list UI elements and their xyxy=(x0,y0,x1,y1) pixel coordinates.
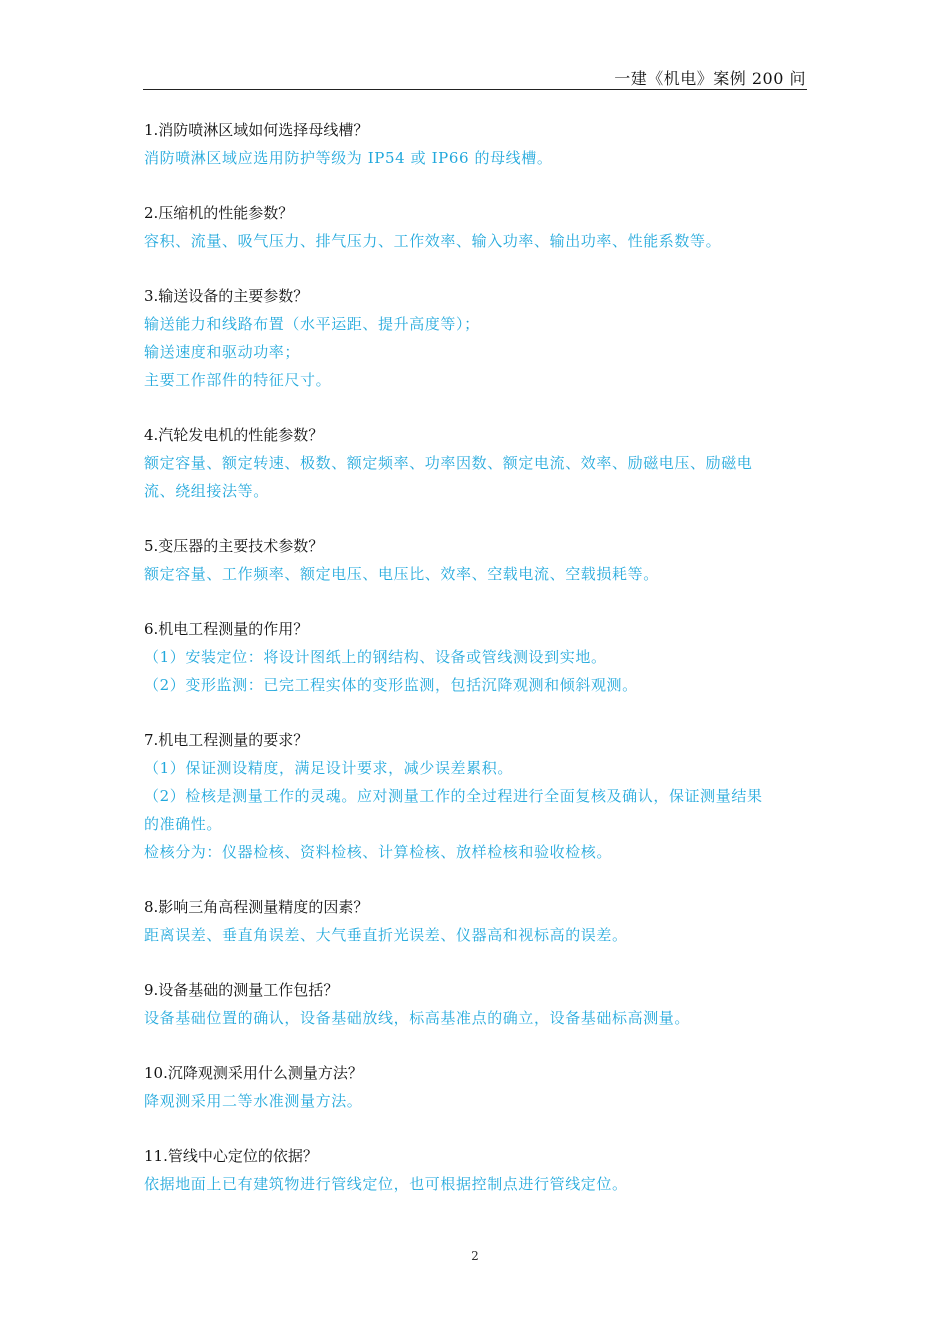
answer-text: 额定容量、工作频率、额定电压、电压比、效率、空载电流、空载损耗等。 xyxy=(144,565,659,583)
question-text: 6.机电工程测量的作用？ xyxy=(144,620,309,638)
header-divider xyxy=(143,89,807,90)
answer-text: 距离误差、垂直角误差、大气垂直折光误差、仪器高和视标高的误差。 xyxy=(144,926,628,944)
answer-text: 依据地面上已有建筑物进行管线定位，也可根据控制点进行管线定位。 xyxy=(144,1175,628,1193)
qa-item xyxy=(144,1059,808,1115)
answer-text: （2）检核是测量工作的灵魂。应对测量工作的全过程进行全面复核及确认，保证测量结果 xyxy=(144,787,763,805)
qa-item xyxy=(144,282,808,394)
answer-text: 检核分为：仪器检核、资料检核、计算检核、放样检核和验收检核。 xyxy=(144,843,613,861)
qa-item xyxy=(144,532,808,588)
question-text: 1.消防喷淋区域如何选择母线槽？ xyxy=(144,121,369,139)
qa-item xyxy=(144,976,808,1032)
document-header-title: 一建《机电》案例 200 问 xyxy=(614,69,806,88)
qa-item xyxy=(144,615,808,699)
qa-item xyxy=(144,893,808,949)
qa-item xyxy=(144,726,808,866)
answer-text: 输送速度和驱动功率； xyxy=(144,343,301,361)
qa-item xyxy=(144,1142,808,1198)
question-text: 10.沉降观测采用什么测量方法？ xyxy=(144,1064,363,1082)
answer-text: 流、绕组接法等。 xyxy=(144,482,269,500)
qa-item xyxy=(144,199,808,255)
question-text: 8.影响三角高程测量精度的因素？ xyxy=(144,898,369,916)
question-text: 11.管线中心定位的依据？ xyxy=(144,1147,318,1165)
qa-item xyxy=(144,421,808,505)
answer-text: 主要工作部件的特征尺寸。 xyxy=(144,371,332,389)
answer-text: 额定容量、额定转速、极数、额定频率、功率因数、额定电流、效率、励磁电压、励磁电 xyxy=(144,454,753,472)
answer-text: （2）变形监测：已完工程实体的变形监测，包括沉降观测和倾斜观测。 xyxy=(144,676,638,694)
answer-text: 的准确性。 xyxy=(144,815,223,833)
answer-text: 设备基础位置的确认，设备基础放线，标高基准点的确立，设备基础标高测量。 xyxy=(144,1009,691,1027)
answer-text: 消防喷淋区域应选用防护等级为 IP54 或 IP66 的母线槽。 xyxy=(144,149,553,167)
question-text: 9.设备基础的测量工作包括？ xyxy=(144,981,339,999)
question-text: 2.压缩机的性能参数？ xyxy=(144,204,294,222)
qa-list xyxy=(144,116,808,1225)
answer-text: （1）保证测设精度，满足设计要求，减少误差累积。 xyxy=(144,759,513,777)
question-text: 7.机电工程测量的要求？ xyxy=(144,731,309,749)
page-number: 2 xyxy=(471,1249,479,1263)
answer-text: 输送能力和线路布置（水平运距、提升高度等）； xyxy=(144,315,480,333)
question-text: 5.变压器的主要技术参数？ xyxy=(144,537,324,555)
question-text: 4.汽轮发电机的性能参数？ xyxy=(144,426,324,444)
answer-text: 容积、流量、吸气压力、排气压力、工作效率、输入功率、输出功率、性能系数等。 xyxy=(144,232,722,250)
qa-item xyxy=(144,116,808,172)
answer-text: 降观测采用二等水准测量方法。 xyxy=(144,1092,363,1110)
question-text: 3.输送设备的主要参数？ xyxy=(144,287,309,305)
answer-text: （1）安装定位：将设计图纸上的钢结构、设备或管线测设到实地。 xyxy=(144,648,607,666)
